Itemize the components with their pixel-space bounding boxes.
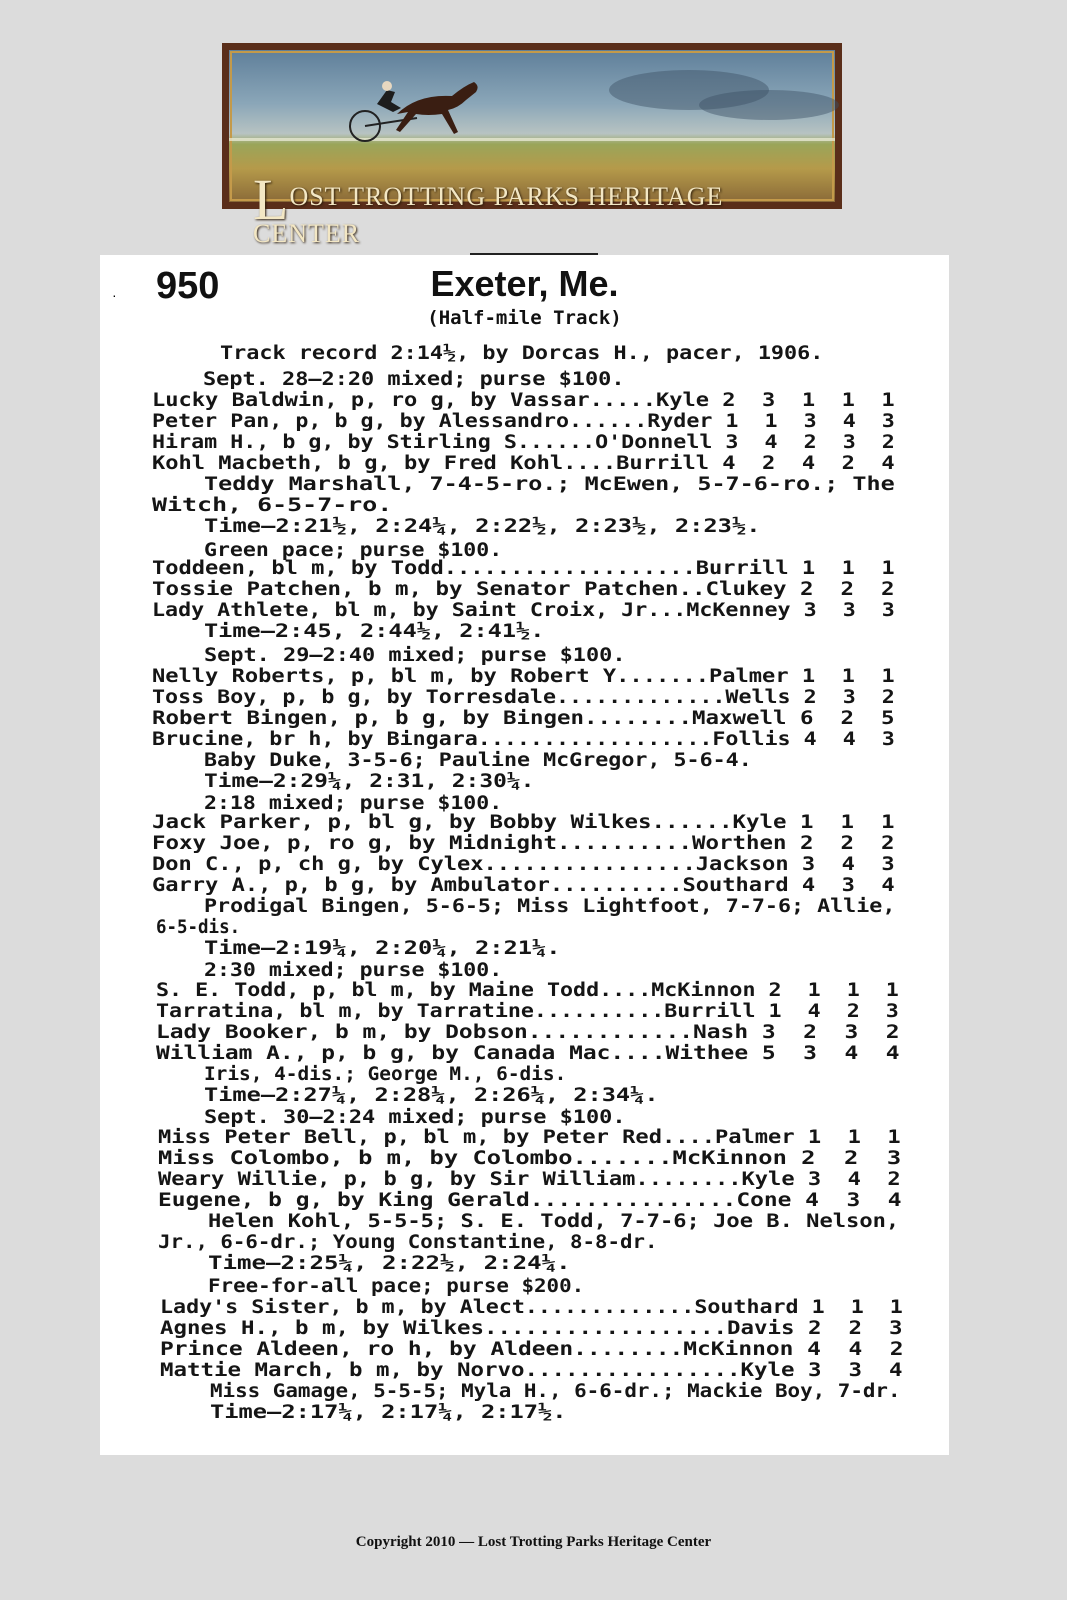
scan-mark: · bbox=[112, 287, 117, 303]
result-line: Helen Kohl, 5-5-5; S. E. Todd, 7-7-6; Joe B. Nelson, bbox=[208, 1211, 900, 1232]
result-line: Iris, 4-dis.; George M., 6-dis. bbox=[204, 1064, 567, 1085]
result-line: Kohl Macbeth, b g, by Fred Kohl....Burrill 4 2 4 2 4 bbox=[152, 453, 895, 474]
result-line: Don C., p, ch g, by Cylex................Jackson 3 4 3 bbox=[152, 854, 895, 875]
page-number: 950 bbox=[156, 265, 220, 307]
result-line: S. E. Todd, p, bl m, by Maine Todd....McKinnon 2 1 1 1 bbox=[156, 980, 899, 1001]
result-line: Garry A., p, b g, by Ambulator..........Southard 4 3 4 bbox=[152, 875, 895, 896]
page-title: Exeter, Me. bbox=[430, 263, 619, 304]
banner-title-initial: L bbox=[253, 167, 290, 232]
result-line: Brucine, br h, by Bingara..................Follis 4 4 3 bbox=[152, 729, 895, 750]
result-line: Lady Booker, b m, by Dobson............Nash 3 2 3 2 bbox=[156, 1022, 900, 1043]
result-line: Sept. 28—2:20 mixed; purse $100. bbox=[203, 369, 625, 390]
result-line: Robert Bingen, p, b g, by Bingen........Maxwell 6 2 5 bbox=[152, 708, 895, 729]
copyright-footer: Copyright 2010 — Lost Trotting Parks Heritage Center bbox=[355, 1534, 712, 1550]
result-line: Time—2:27¼, 2:28¼, 2:26¼, 2:34¼. bbox=[204, 1085, 659, 1106]
book-page bbox=[100, 255, 949, 1455]
result-line: Nelly Roberts, p, bl m, by Robert Y.......Palmer 1 1 1 bbox=[152, 666, 895, 687]
banner-title bbox=[253, 152, 835, 249]
result-line: Track record 2:14½, by Dorcas H., pacer, 1906. bbox=[220, 343, 824, 364]
result-line: Agnes H., b m, by Wilkes..................Davis 2 2 3 bbox=[160, 1318, 903, 1339]
banner-title-rest: OST TROTTING PARKS HERITAGE CENTER bbox=[253, 182, 724, 248]
result-line: Toss Boy, p, b g, by Torresdale.............Wells 2 3 2 bbox=[152, 687, 895, 708]
result-line: Baby Duke, 3-5-6; Pauline McGregor, 5-6-4. bbox=[204, 750, 752, 771]
result-line: Miss Gamage, 5-5-5; Myla H., 6-6-dr.; Mackie Boy, 7-dr. bbox=[210, 1381, 901, 1402]
heritage-center-banner bbox=[222, 43, 842, 248]
result-line: Witch, 6-5-7-ro. bbox=[152, 495, 393, 516]
result-line: Teddy Marshall, 7-4-5-ro.; McEwen, 5-7-6-ro.; The bbox=[204, 474, 895, 495]
result-line: Miss Peter Bell, p, bl m, by Peter Red....Palmer 1 1 1 bbox=[158, 1127, 901, 1148]
result-line: Weary Willie, p, b g, by Sir William........Kyle 3 4 2 bbox=[158, 1169, 901, 1190]
result-line: Toddeen, bl m, by Todd...................Burrill 1 1 1 bbox=[152, 558, 895, 579]
result-line: Prince Aldeen, ro h, by Aldeen........McKinnon 4 4 2 bbox=[160, 1339, 904, 1360]
result-line: Mattie March, b m, by Norvo................Kyle 3 3 4 bbox=[160, 1360, 903, 1381]
result-line: Time—2:21½, 2:24¼, 2:22½, 2:23½, 2:23½. bbox=[204, 516, 761, 537]
result-line: Tossie Patchen, b m, by Senator Patchen..Clukey 2 2 2 bbox=[152, 579, 895, 600]
result-line: Time—2:45, 2:44½, 2:41½. bbox=[204, 621, 545, 642]
result-line: 2:30 mixed; purse $100. bbox=[204, 960, 503, 981]
result-line: William A., p, b g, by Canada Mac....Withee 5 3 4 4 bbox=[156, 1043, 900, 1064]
result-line: Time—2:25¼, 2:22½, 2:24¼. bbox=[208, 1253, 571, 1274]
result-line: 2:18 mixed; purse $100. bbox=[204, 793, 503, 814]
harness-horse-icon bbox=[347, 74, 487, 154]
result-line: Lucky Baldwin, p, ro g, by Vassar.....Kyle 2 3 1 1 1 bbox=[152, 390, 895, 411]
cloud-shape bbox=[699, 90, 839, 120]
result-line: Lady's Sister, b m, by Alect.............Southard 1 1 1 bbox=[160, 1297, 903, 1318]
result-line: Miss Colombo, b m, by Colombo.......McKinnon 2 2 3 bbox=[158, 1148, 902, 1169]
result-line: 6-5-dis. bbox=[156, 917, 241, 938]
result-line: Time—2:17¼, 2:17¼, 2:17½. bbox=[210, 1402, 567, 1423]
result-line: Eugene, b g, by King Gerald...............Cone 4 3 4 bbox=[158, 1190, 902, 1211]
result-line: Foxy Joe, p, ro g, by Midnight..........Worthen 2 2 2 bbox=[152, 833, 895, 854]
result-line: Jack Parker, p, bl g, by Bobby Wilkes......Kyle 1 1 1 bbox=[152, 812, 895, 833]
result-line: Time—2:19¼, 2:20¼, 2:21¼. bbox=[204, 938, 561, 959]
result-line: Sept. 30—2:24 mixed; purse $100. bbox=[204, 1107, 626, 1128]
result-line: Prodigal Bingen, 5-6-5; Miss Lightfoot, 7-7-6; Allie, bbox=[204, 896, 896, 917]
result-line: Tarratina, bl m, by Tarratine..........Burrill 1 4 2 3 bbox=[156, 1001, 899, 1022]
result-line: Jr., 6-6-dr.; Young Constantine, 8-8-dr. bbox=[158, 1232, 658, 1253]
track-rail bbox=[229, 138, 835, 141]
result-line: Green pace; purse $100. bbox=[204, 540, 503, 561]
result-line: Hiram H., b g, by Stirling S......O'Donnell 3 4 2 3 2 bbox=[152, 432, 895, 453]
top-rule bbox=[470, 253, 598, 255]
result-line: Time—2:29¼, 2:31, 2:30¼. bbox=[204, 771, 535, 792]
result-line: Free-for-all pace; purse $200. bbox=[208, 1276, 585, 1297]
result-line: Lady Athlete, bl m, by Saint Croix, Jr...McKenney 3 3 3 bbox=[152, 600, 895, 621]
result-line: Peter Pan, p, b g, by Alessandro......Ryder 1 1 3 4 3 bbox=[152, 411, 895, 432]
page-subtitle: (Half-mile Track) bbox=[427, 307, 622, 329]
result-line: Sept. 29—2:40 mixed; purse $100. bbox=[204, 645, 626, 666]
